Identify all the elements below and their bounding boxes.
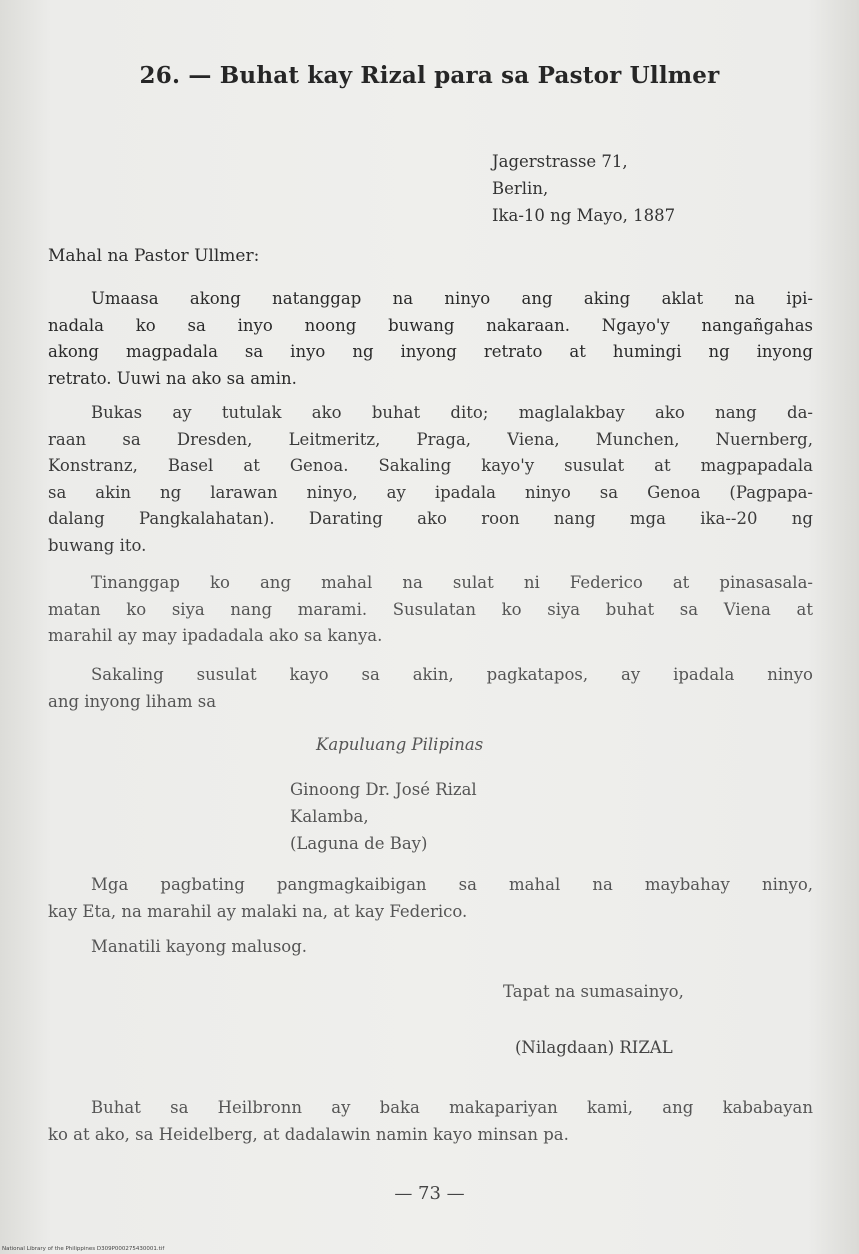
paragraph-line: akong magpadala sa inyo ng inyong retrato at humingi ng inyong xyxy=(48,342,813,361)
paragraph-line: Bukas ay tutulak ako buhat dito; maglalakbay ako nang da- xyxy=(91,403,813,422)
paragraph-line: marahil ay may ipadadala ako sa kanya. xyxy=(48,626,383,645)
paragraph-line: Manatili kayong malusog. xyxy=(91,937,308,956)
paragraph-1 xyxy=(48,286,813,392)
sender-address xyxy=(492,148,675,229)
paragraph-line: kay Eta, na marahil ay malaki na, at kay Federico. xyxy=(48,901,468,921)
paragraph-line: nadala ko sa inyo noong buwang nakaraan. Ngayo'y nangañgahas xyxy=(48,315,813,335)
paragraph-line: Sakaling susulat kayo sa akin, pagkatapos, ay ipadala ninyo xyxy=(91,665,813,684)
paragraph-line: ang inyong liham sa xyxy=(48,691,217,711)
address-line: Ginoong Dr. José Rizal xyxy=(290,780,477,799)
paragraph-2 xyxy=(48,400,813,559)
paragraph-line: Buhat sa Heilbronn ay baka makapariyan kami, ang kababayan xyxy=(91,1098,813,1117)
paragraph-line: dalang Pangkalahatan). Darating ako roon nang mga ika--20 ng xyxy=(48,509,813,528)
signature: (Nilagdaan) RIZAL xyxy=(515,1038,673,1057)
paragraph-3 xyxy=(48,570,813,650)
paragraph-line: buwang ito. xyxy=(48,535,147,555)
address-line: Berlin, xyxy=(492,179,549,198)
paragraph-line: matan ko siya nang marami. Susulatan ko siya buhat sa Viena at xyxy=(48,599,813,619)
closing: Tapat na sumasainyo, xyxy=(503,982,684,1001)
paragraph-line: Mga pagbating pangmagkaibigan sa mahal na maybahay ninyo, xyxy=(91,875,813,894)
paragraph-7 xyxy=(48,1095,813,1148)
page-number: — 73 — xyxy=(394,1183,465,1204)
paragraph-line: sa akin ng larawan ninyo, ay ipadala ninyo sa Genoa (Pagpapa- xyxy=(48,482,813,502)
paragraph-5 xyxy=(48,872,813,925)
address-line: Jagerstrasse 71, xyxy=(492,152,628,171)
paragraph-4 xyxy=(48,662,813,715)
paragraph-line: ko at ako, sa Heidelberg, at dadalawin namin kayo minsan pa. xyxy=(48,1124,569,1144)
address-line: Kalamba, xyxy=(290,807,369,826)
paragraph-line: Konstranz, Basel at Genoa. Sakaling kayo'y susulat at magpapadala xyxy=(48,456,813,475)
paragraph-line: raan sa Dresden, Leitmeritz, Praga, Viena, Munchen, Nuernberg, xyxy=(48,429,813,449)
paragraph-6 xyxy=(48,934,813,961)
recipient-address xyxy=(290,776,477,857)
salutation: Mahal na Pastor Ullmer: xyxy=(48,246,260,266)
scan-footer: National Library of the Philippines D309P000275430001.tif xyxy=(2,1246,165,1252)
paragraph-line: Umaasa akong natanggap na ninyo ang aking aklat na ipi- xyxy=(91,289,813,308)
address-date: Ika-10 ng Mayo, 1887 xyxy=(492,206,676,225)
country-line: Kapuluang Pilipinas xyxy=(316,735,484,754)
address-line: (Laguna de Bay) xyxy=(290,834,428,853)
letter-title: 26. — Buhat kay Rizal para sa Pastor Ullmer xyxy=(139,62,720,89)
paragraph-line: retrato. Uuwi na ako sa amin. xyxy=(48,368,297,388)
paragraph-line: Tinanggap ko ang mahal na sulat ni Federico at pinasasala- xyxy=(91,573,813,592)
